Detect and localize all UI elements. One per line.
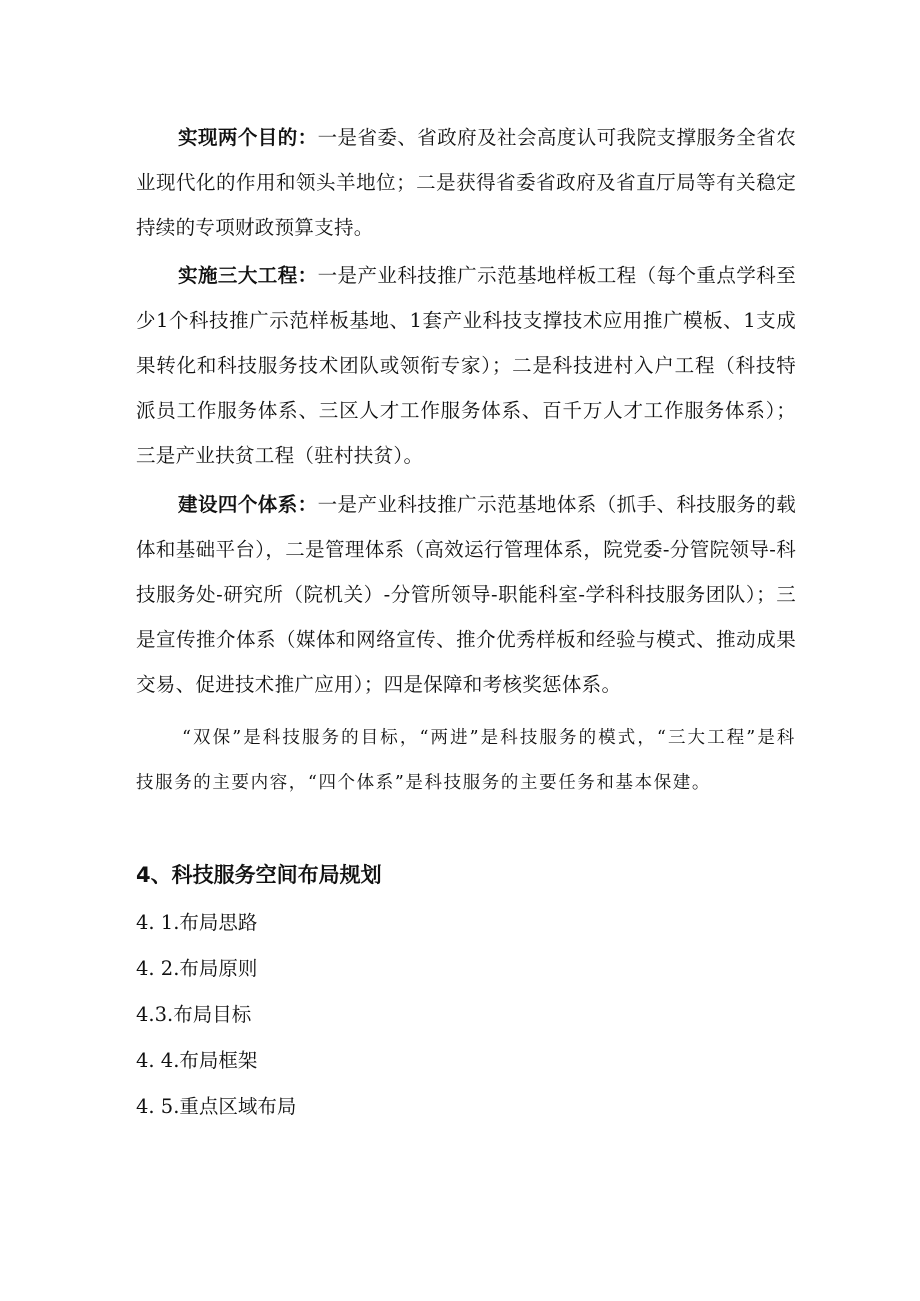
subsection-title: 4. 5.重点区域布局 [136,1095,297,1118]
paragraph-lead: 建设四个体系： [178,493,318,516]
paragraph-lead: 实现两个目的： [178,126,318,149]
subsection-title: 4. 1.布局思路 [136,911,258,934]
paragraph-body: 一是产业科技推广示范基地样板工程（每个重点学科至少1个科技推广示范样板基地、1套产业科技支撑技术应用推广模板、1支成果转化和科技服务技术团队或领衔专家）；二是科技进村入户工程（科技特派员工作服务体系、三区人才工作服务体系、百千万人才工作服务体系）；三是产业扶贫工程（驻村扶贫）。 [136,264,796,467]
subsection-title: 4. 4.布局框架 [136,1049,258,1072]
subsection-title: 4. 2.布局原则 [136,957,258,980]
section-heading: 4、科技服务空间布局规划 [136,863,382,887]
paragraph-summary: “双保”是科技服务的目标，“两进”是科技服务的模式，“三大工程”是科技服务的主要内容，“四个体系”是科技服务的主要任务和基本保建。 [136,728,796,793]
paragraph-lead: 实施三大工程： [178,264,318,287]
paragraph-two-goals [136,115,796,250]
paragraph-body: 一是产业科技推广示范基地体系（抓手、科技服务的载体和基础平台），二是管理体系（高效运行管理体系，院党委-分管院领导-科技服务处-研究所（院机关）-分管所领导-职能科室-学科科技服务团队）；三是宣传推介体系（媒体和网络宣传、推介优秀样板和经验与模式、推动成果交易、促进技术推广应用）；四是保障和考核奖惩体系。 [136,493,796,696]
paragraph-body: 一是省委、省政府及社会高度认可我院支撑服务全省农业现代化的作用和领头羊地位；二是获得省委省政府及省直厅局等有关稳定持续的专项财政预算支持。 [136,126,796,239]
paragraph-four-systems [136,482,796,707]
paragraph-three-projects [136,253,796,478]
subsection-title: 4.3.布局目标 [136,1003,252,1026]
